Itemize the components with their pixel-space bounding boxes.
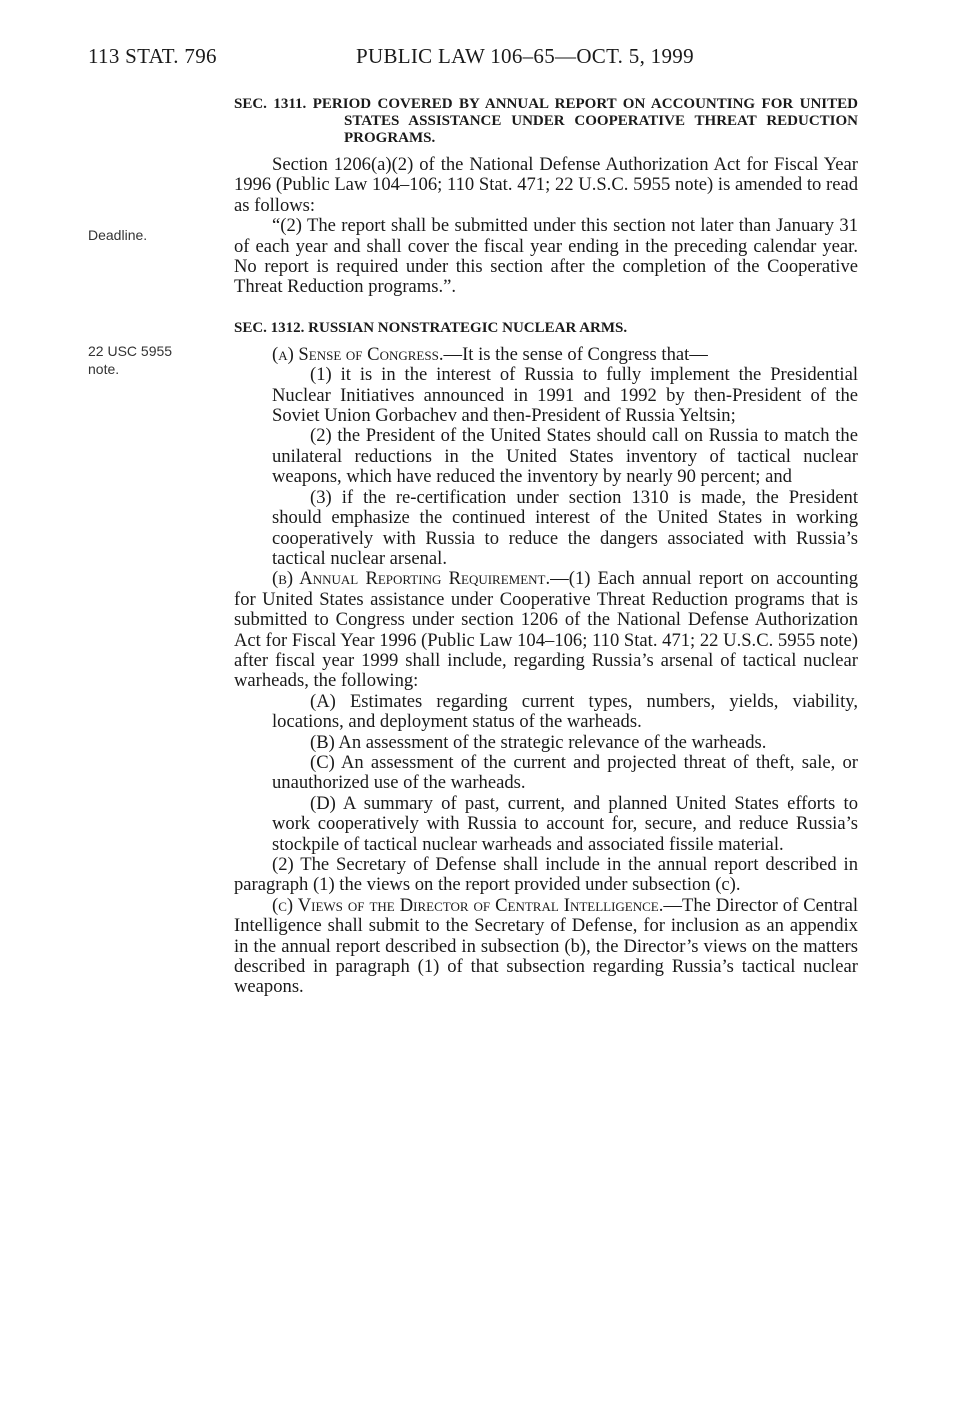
sec-1312-heading: SEC. 1312. RUSSIAN NONSTRATEGIC NUCLEAR ARMS. (234, 319, 628, 336)
sec-1311-para-2: “(2) The report shall be submitted under this section not later than January 31 of each year and shall cover the fiscal year ending in the preceding calendar year. No report is required under this section after the completion of the Cooperative Threat Reduction programs.”. (234, 215, 858, 298)
sec-1312-subsection-b (234, 569, 858, 691)
sec-1312-subsection-c (234, 896, 858, 998)
margin-note-usc-line2: note. (88, 361, 120, 377)
main-text-column (234, 96, 858, 998)
subsection-b-heading: (b) Annual Reporting Requirement. (272, 568, 551, 590)
subsection-b-text: —(1) Each annual report on accounting for United States assistance under Cooperative Threat Reduction programs that is submitted to Congress under section 1206 of the National Defense Authorization Act for Fiscal Year 1996 (Public Law 104–106; 110 Stat. 471; 22 U.S.C. 5955 note) after fiscal year 1999 shall include, regarding Russia’s arsenal of tactical nuclear warheads, the following: (234, 568, 858, 692)
subsection-a-text: —It is the sense of Congress that— (443, 343, 708, 365)
sec-1312-subsection-a (234, 345, 858, 365)
sec-1312-a-2: (2) the President of the United States should call on Russia to match the unilateral reductions in the United States inventory of tactical nuclear weapons, which have reduced the inventory by nearly 90 percent; and (272, 425, 858, 488)
sec-1312-b-A: (A) Estimates regarding current types, numbers, yields, viability, locations, and deployment status of the warheads. (272, 690, 858, 733)
sec-1312-b-2: (2) The Secretary of Defense shall include in the annual report described in paragraph (1) the views on the report provided under subsection (c). (234, 854, 858, 896)
sec-1312-a-3: (3) if the re-certification under section 1310 is made, the President should emphasize the continued interest of the United States in working cooperatively with Russia to reduce the dangers associated with Russia’s tactical nuclear arsenal. (272, 486, 858, 569)
margin-note-usc (88, 342, 172, 378)
sec-1311-para-1: Section 1206(a)(2) of the National Defense Authorization Act for Fiscal Year 1996 (Public Law 104–106; 110 Stat. 471; 22 U.S.C. 5955 note) is amended to read as follows: (234, 154, 858, 216)
stat-page-number: 113 STAT. 796 (88, 44, 217, 68)
sec-1312-b-D: (D) A summary of past, current, and planned United States efforts to work cooperatively with Russia to account for, secure, and reduce Russia’s stockpile of tactical nuclear warheads and associated fissile material. (272, 792, 858, 855)
margin-note-deadline: Deadline. (88, 227, 148, 243)
subsection-c-heading: (c) Views of the Director of Central Intelligence. (272, 894, 664, 916)
margin-note-usc-line1: 22 USC 5955 (88, 343, 173, 359)
subsection-a-heading: (a) Sense of Congress. (272, 343, 444, 365)
public-law-citation: PUBLIC LAW 106–65—OCT. 5, 1999 (356, 44, 694, 68)
sec-1312-b-C: (C) An assessment of the current and projected threat of theft, sale, or unauthorized use of the warheads. (272, 751, 858, 794)
sec-1312-b-B: (B) An assessment of the strategic relevance of the warheads. (310, 731, 767, 753)
subsection-c-text: —The Director of Central Intelligence shall submit to the Secretary of Defense, for inclusion as an appendix in the annual report described in subsection (b), the Director’s views on the matters described in paragraph (1) of that subsection regarding Russia’s tactical nuclear weapons. (234, 894, 859, 998)
sec-1311-heading: SEC. 1311. PERIOD COVERED BY ANNUAL REPORT ON ACCOUNTING FOR UNITED STATES ASSISTANCE UNDER COOPERATIVE THREAT REDUCTION PROGRAMS. (234, 96, 858, 146)
sec-1312-a-1: (1) it is in the interest of Russia to fully implement the Presidential Nuclear Initiatives announced in 1991 and 1992 by then-President of the Soviet Union Gorbachev and then-President of Russia Yeltsin; (272, 364, 858, 427)
